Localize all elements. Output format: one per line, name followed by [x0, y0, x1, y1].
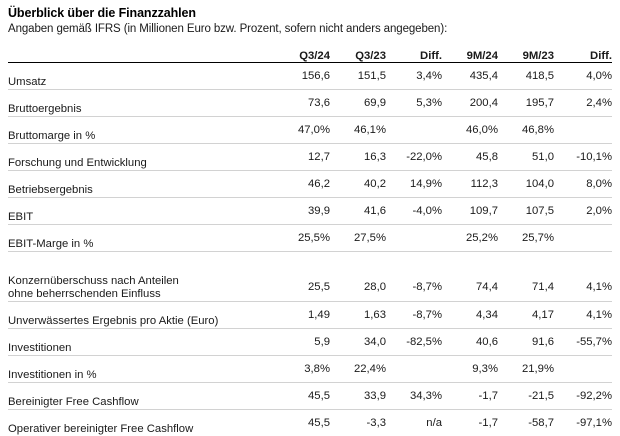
row-label: Investitionen in % [8, 356, 274, 383]
page-subtitle: Angaben gemäß IFRS (in Millionen Euro bzw. Prozent, sofern nicht anders angegeben): [8, 22, 612, 37]
row-label [8, 252, 274, 302]
row-label: Operativer bereinigter Free Cashflow [8, 410, 274, 436]
table-row [8, 410, 612, 436]
table-row [8, 117, 612, 144]
row-value [386, 356, 442, 383]
row-label: Umsatz [8, 63, 274, 90]
row-value: 45,5 [274, 383, 330, 410]
row-value: 40,6 [442, 329, 498, 356]
table-row [8, 356, 612, 383]
row-value: 4,34 [442, 302, 498, 329]
row-value: 25,5 [274, 252, 330, 302]
row-value: 104,0 [498, 171, 554, 198]
row-value: 200,4 [442, 90, 498, 117]
column-header-diff-q: Diff. [386, 43, 442, 63]
row-label: Investitionen [8, 329, 274, 356]
row-value: 195,7 [498, 90, 554, 117]
row-value: 418,5 [498, 63, 554, 90]
column-header-label [8, 43, 274, 63]
table-row [8, 198, 612, 225]
row-value: 107,5 [498, 198, 554, 225]
row-value: 46,8% [498, 117, 554, 144]
row-value: 27,5% [330, 225, 386, 252]
row-label-line1: Konzernüberschuss nach Anteilen [8, 275, 274, 288]
column-header-9m-23: 9M/23 [498, 43, 554, 63]
row-value: 69,9 [330, 90, 386, 117]
row-value: 34,3% [386, 383, 442, 410]
row-value: -58,7 [498, 410, 554, 436]
row-value: -92,2% [554, 383, 612, 410]
table-body [8, 63, 612, 436]
row-value: 46,2 [274, 171, 330, 198]
row-value: 2,0% [554, 198, 612, 225]
row-value [386, 117, 442, 144]
row-label: Bereinigter Free Cashflow [8, 383, 274, 410]
row-value: 41,6 [330, 198, 386, 225]
row-value: 2,4% [554, 90, 612, 117]
row-value: -21,5 [498, 383, 554, 410]
row-value: 109,7 [442, 198, 498, 225]
row-value: 151,5 [330, 63, 386, 90]
row-value: 21,9% [498, 356, 554, 383]
row-label: Forschung und Entwicklung [8, 144, 274, 171]
table-row [8, 90, 612, 117]
row-value [554, 225, 612, 252]
row-value: 1,49 [274, 302, 330, 329]
row-value: -3,3 [330, 410, 386, 436]
column-header-diff-9m: Diff. [554, 43, 612, 63]
table-row [8, 252, 612, 302]
column-header-q3-23: Q3/23 [330, 43, 386, 63]
page-title: Überblick über die Finanzzahlen [8, 6, 612, 21]
row-value: -22,0% [386, 144, 442, 171]
row-label: EBIT [8, 198, 274, 225]
row-value: 12,7 [274, 144, 330, 171]
row-value: 156,6 [274, 63, 330, 90]
row-value: -8,7% [386, 302, 442, 329]
row-value [554, 356, 612, 383]
row-label: Bruttoergebnis [8, 90, 274, 117]
row-value: 3,4% [386, 63, 442, 90]
row-value: 4,1% [554, 252, 612, 302]
row-value: 73,6 [274, 90, 330, 117]
table-header [8, 43, 612, 63]
row-label: Betriebsergebnis [8, 171, 274, 198]
row-value: 3,8% [274, 356, 330, 383]
table-row [8, 171, 612, 198]
table-header-row [8, 43, 612, 63]
row-value: 33,9 [330, 383, 386, 410]
row-value: 8,0% [554, 171, 612, 198]
row-value: 14,9% [386, 171, 442, 198]
row-value [386, 225, 442, 252]
row-value: 46,1% [330, 117, 386, 144]
financial-overview-table [8, 43, 612, 436]
row-value: 1,63 [330, 302, 386, 329]
row-value: 28,0 [330, 252, 386, 302]
row-value: -82,5% [386, 329, 442, 356]
row-value: -97,1% [554, 410, 612, 436]
row-value: 74,4 [442, 252, 498, 302]
row-value: 5,3% [386, 90, 442, 117]
row-value: -1,7 [442, 383, 498, 410]
row-value: 51,0 [498, 144, 554, 171]
row-value: -10,1% [554, 144, 612, 171]
row-value: 9,3% [442, 356, 498, 383]
row-value: 4,17 [498, 302, 554, 329]
row-value: 40,2 [330, 171, 386, 198]
table-row [8, 225, 612, 252]
row-value [554, 117, 612, 144]
row-value: 71,4 [498, 252, 554, 302]
row-value: 47,0% [274, 117, 330, 144]
row-value: 39,9 [274, 198, 330, 225]
row-value: 45,8 [442, 144, 498, 171]
row-value: 112,3 [442, 171, 498, 198]
row-value: -8,7% [386, 252, 442, 302]
row-label-line2: ohne beherrschenden Einfluss [8, 288, 274, 301]
row-value: 4,1% [554, 302, 612, 329]
table-row [8, 63, 612, 90]
table-row [8, 329, 612, 356]
row-value: 25,7% [498, 225, 554, 252]
row-value: 91,6 [498, 329, 554, 356]
row-value: 16,3 [330, 144, 386, 171]
table-row [8, 144, 612, 171]
row-value: 25,5% [274, 225, 330, 252]
row-value: 5,9 [274, 329, 330, 356]
row-value: -1,7 [442, 410, 498, 436]
column-header-9m-24: 9M/24 [442, 43, 498, 63]
table-row [8, 383, 612, 410]
row-label: Unverwässertes Ergebnis pro Aktie (Euro) [8, 302, 274, 329]
row-value: 45,5 [274, 410, 330, 436]
row-value: 435,4 [442, 63, 498, 90]
row-value: 4,0% [554, 63, 612, 90]
row-value: 22,4% [330, 356, 386, 383]
row-value: n/a [386, 410, 442, 436]
table-row [8, 302, 612, 329]
row-value: 25,2% [442, 225, 498, 252]
row-label: EBIT-Marge in % [8, 225, 274, 252]
row-value: 46,0% [442, 117, 498, 144]
column-header-q3-24: Q3/24 [274, 43, 330, 63]
row-value: 34,0 [330, 329, 386, 356]
row-label: Bruttomarge in % [8, 117, 274, 144]
row-value: -4,0% [386, 198, 442, 225]
row-value: -55,7% [554, 329, 612, 356]
